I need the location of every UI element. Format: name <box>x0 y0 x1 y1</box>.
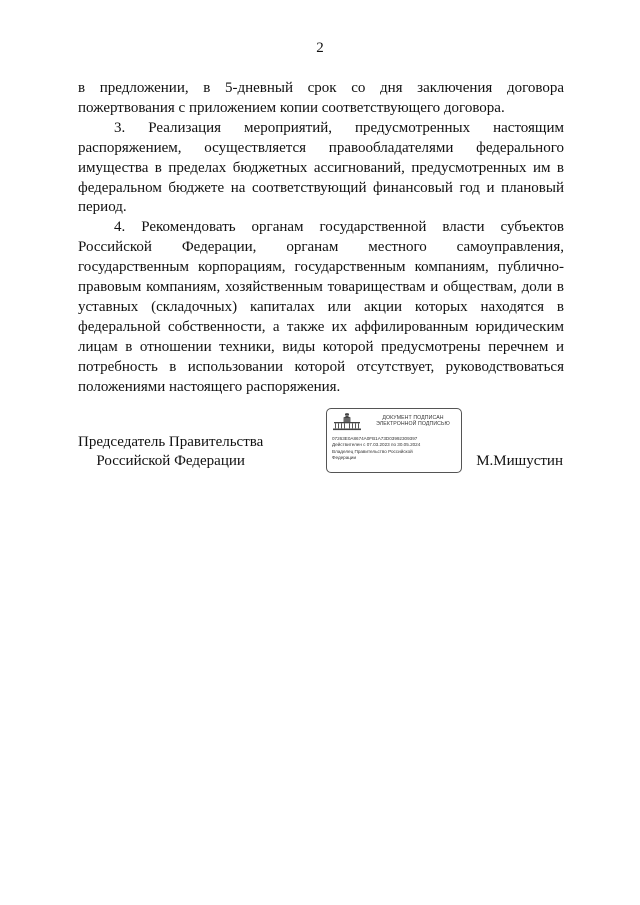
signatory-position-line1: Председатель Правительства <box>78 434 264 450</box>
electronic-signature-stamp <box>326 408 462 473</box>
stamp-details <box>332 436 460 462</box>
paragraph-4: 4. Рекомендовать органам государственной власти субъектов Российской Федерации, органам местного самоуправления, государственным корпорациям, государственным компаниям, публично-правовым компаниям, хозяйственным товариществам и обществам, доли в уставных (складочных) капиталах или акции которых находятся в федеральной собственности, а также их аффилированным юридическим лицам в отношении техники, виды которой предусмотрены перечнем и потребность в использовании которой отсутствует, руководствоваться положениями настоящего распоряжения. <box>78 219 564 395</box>
page-number: 2 <box>316 40 324 56</box>
stamp-title-line1: ДОКУМЕНТ ПОДПИСАН <box>382 415 444 421</box>
document-body <box>78 79 564 398</box>
stamp-validity: Действителен с 07.03.2023 по 30.05.2024 <box>332 442 421 448</box>
signatory-position <box>78 433 263 471</box>
paragraph-3: 3. Реализация мероприятий, предусмотренных настоящим распоряжением, осуществляется правообладателями федерального имущества в пределах бюджетных ассигнований, предусмотренных им в федеральном бюджете на соответствующий финансовый год и плановый период. <box>78 119 564 216</box>
paragraph-continuation: в предложении, в 5-дневный срок со дня заключения договора пожертвования с приложением копии соответствующего договора. <box>78 80 564 116</box>
signatory-position-line2: Российской Федерации <box>96 453 245 469</box>
stamp-certificate: 07263E0A8674A0FB1A73D03992309397 <box>332 436 418 441</box>
signatory-name: М.Мишустин <box>476 453 563 469</box>
stamp-title-line2: ЭЛЕКТРОННОЙ ПОДПИСЬЮ <box>376 421 450 428</box>
stamp-owner-line1: Владелец Правительство Российской <box>332 448 413 454</box>
government-building-icon <box>332 413 362 431</box>
stamp-owner-line2: Федерации <box>332 455 357 461</box>
stamp-title <box>367 415 459 428</box>
